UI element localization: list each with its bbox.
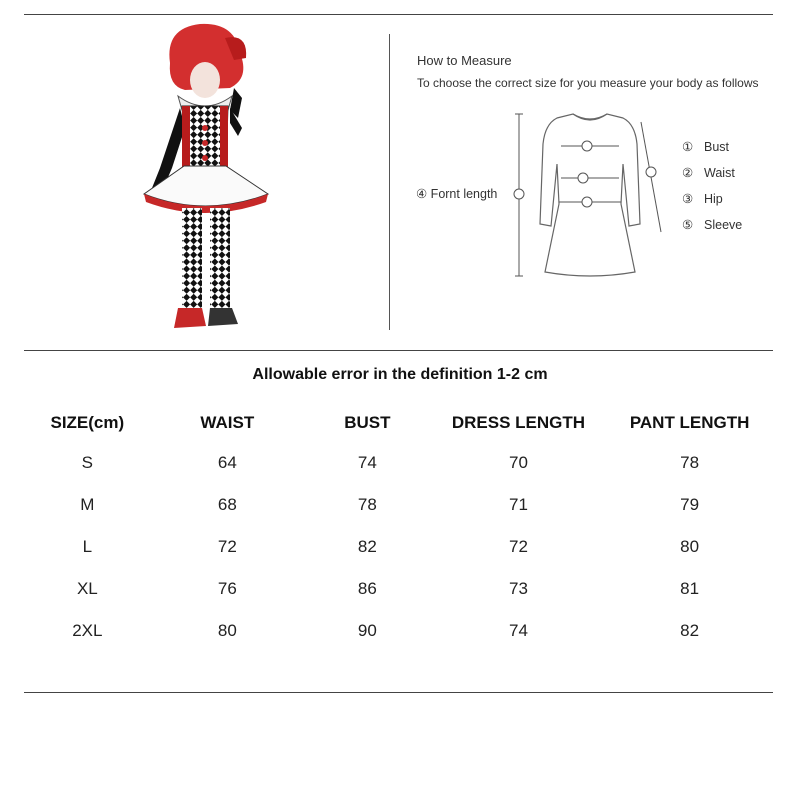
- legend-item-bust: ① Bust: [682, 140, 730, 154]
- cell-size: L: [82, 537, 93, 556]
- cell-dress-length: 74: [509, 621, 528, 640]
- top-divider: [24, 14, 773, 15]
- cell-bust: 78: [357, 495, 377, 514]
- cell-dress-length: 72: [509, 537, 528, 556]
- header-size: SIZE(cm): [50, 413, 125, 432]
- cell-waist: 72: [217, 537, 237, 556]
- table-row: [24, 484, 773, 526]
- vertical-divider: [389, 34, 390, 330]
- allowable-error-note: Allowable error in the definition 1-2 cm: [252, 366, 548, 383]
- cell-size: 2XL: [72, 621, 103, 640]
- cell-pant-length: 78: [680, 453, 700, 472]
- cell-bust: 90: [357, 621, 377, 640]
- cell-pant-length: 79: [680, 495, 700, 514]
- cell-pant-length: 80: [680, 537, 700, 556]
- header-pant-length: PANT LENGTH: [629, 413, 750, 432]
- legend-item-sleeve: ⑤ Sleeve: [682, 218, 743, 232]
- how-to-measure-subtitle: To choose the correct size for you measure your body as follows: [417, 76, 759, 90]
- table-row: [24, 610, 773, 652]
- size-chart-table: [24, 404, 773, 652]
- legend-item-waist: ② Waist: [682, 166, 735, 180]
- cell-pant-length: 82: [680, 621, 700, 640]
- table-row: [24, 568, 773, 610]
- cell-waist: 80: [217, 621, 237, 640]
- cell-pant-length: 81: [680, 579, 700, 598]
- cell-size: XL: [76, 579, 98, 598]
- cell-dress-length: 73: [509, 579, 528, 598]
- legend-item-hip: ③ Hip: [682, 192, 723, 206]
- header-dress-length: DRESS LENGTH: [451, 413, 586, 432]
- front-length-label: ④ Fornt length: [416, 187, 498, 201]
- how-to-measure-title: How to Measure: [417, 53, 512, 68]
- table-row: [24, 442, 773, 484]
- header-bust: BUST: [344, 413, 391, 432]
- header-waist: WAIST: [200, 413, 255, 432]
- cell-dress-length: 71: [509, 495, 528, 514]
- cell-waist: 76: [217, 579, 237, 598]
- costume-model-image: [130, 18, 290, 340]
- cell-dress-length: 70: [509, 453, 528, 472]
- table-row: [24, 526, 773, 568]
- cell-waist: 68: [217, 495, 237, 514]
- bottom-divider: [24, 692, 773, 693]
- cell-bust: 82: [357, 537, 377, 556]
- cell-size: S: [81, 453, 93, 472]
- cell-bust: 86: [357, 579, 377, 598]
- table-header-row: [24, 404, 773, 442]
- middle-divider: [24, 350, 773, 351]
- cell-size: M: [80, 495, 95, 514]
- dress-measurement-diagram: [505, 104, 675, 284]
- cell-waist: 64: [217, 453, 237, 472]
- cell-bust: 74: [357, 453, 377, 472]
